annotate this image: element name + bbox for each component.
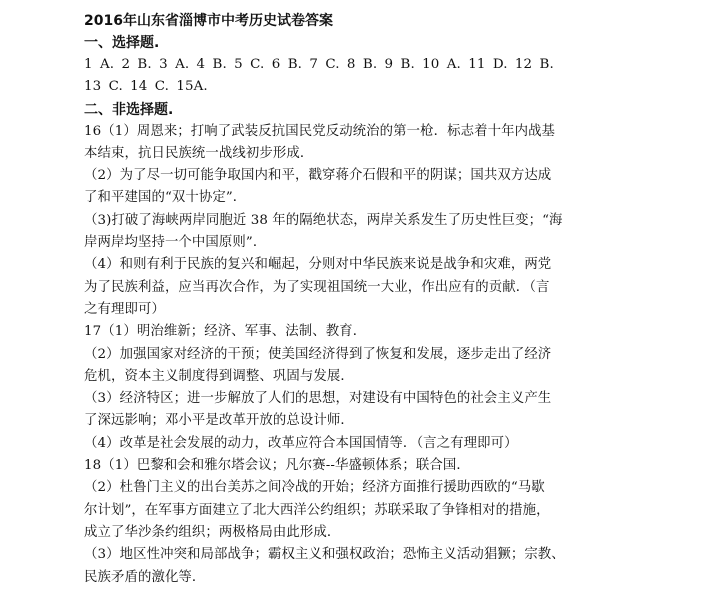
answer-line: 尔计划”，在军事方面建立了北大西洋公约组织；苏联采取了争锋相对的措施， <box>84 502 550 518</box>
answer-line: （4）和则有利于民族的复兴和崛起，分则对中华民族来说是战争和灾难，两党 <box>84 257 552 273</box>
answer-line: 之有理即可） <box>84 301 165 317</box>
answer-line: 成立了华沙条约组织；两极格局由此形成． <box>84 524 341 540</box>
answer-document <box>84 10 644 589</box>
answer-line: （4）改革是社会发展的动力，改革应符合本国国情等．（言之有理即可） <box>84 435 518 451</box>
section-heading-non-choice: 二、非选择题. <box>84 101 174 118</box>
answer-line: （2）为了尽一切可能争取国内和平，戳穿蒋介石假和平的阴谋；国共双方达成 <box>84 168 552 184</box>
answer-line: （2）加强国家对经济的干预；使美国经济得到了恢复和发展，逐步走出了经济 <box>84 346 552 362</box>
answer-line: 16（1）周恩来；打响了武装反抗国民党反动统治的第一枪．标志着十年内战基 <box>84 123 556 139</box>
choice-answers-line-1: 1 A. 2 B. 3 A. 4 B. 5 C. 6 B. 7 C. 8 B. 9 B. 10 A. 11 D. 12 B. <box>84 57 554 72</box>
answer-line: 为了民族利益，应当再次合作，为了实现祖国统一大业，作出应有的贡献．（言 <box>84 279 550 295</box>
choice-answers-line-2: 13 C. 14 C. 15A. <box>84 79 208 95</box>
answer-line: 了深远影响；邓小平是改革开放的总设计师． <box>84 413 354 429</box>
answer-line: 民族矛盾的激化等． <box>84 569 206 585</box>
answer-line: 17（1）明治维新；经济、军事、法制、教育． <box>84 324 367 340</box>
answer-line: （2）杜鲁门主义的出台美苏之间冷战的开始；经济方面推行援助西欧的“马歇 <box>84 480 545 496</box>
answer-line: 了和平建国的“双十协定”． <box>84 190 247 206</box>
answer-line: （3）地区性冲突和局部战争；霸权主义和强权政治；恐怖主义活动猖獗；宗教、 <box>84 547 565 563</box>
document-title: 2016年山东省淄博市中考历史试卷答案 <box>84 13 333 29</box>
answer-line: 岸两岸均坚持一个中国原则”． <box>84 235 267 251</box>
section-heading-choice: 一、选择题. <box>84 35 160 51</box>
answer-line: （3）经济特区；进一步解放了人们的思想，对建设有中国特色的社会主义产生 <box>84 391 552 407</box>
answer-line: （3)打破了海峡两岸同胞近 38 年的隔绝状态，两岸关系发生了历史性巨变；“海 <box>84 212 563 228</box>
answer-line: 18（1）巴黎和会和雅尔塔会议；凡尔赛--华盛顿体系；联合国． <box>84 458 470 474</box>
answer-line: 本结束，抗日民族统一战线初步形成． <box>84 145 314 161</box>
answer-line: 危机，资本主义制度得到调整、巩固与发展． <box>84 368 354 384</box>
